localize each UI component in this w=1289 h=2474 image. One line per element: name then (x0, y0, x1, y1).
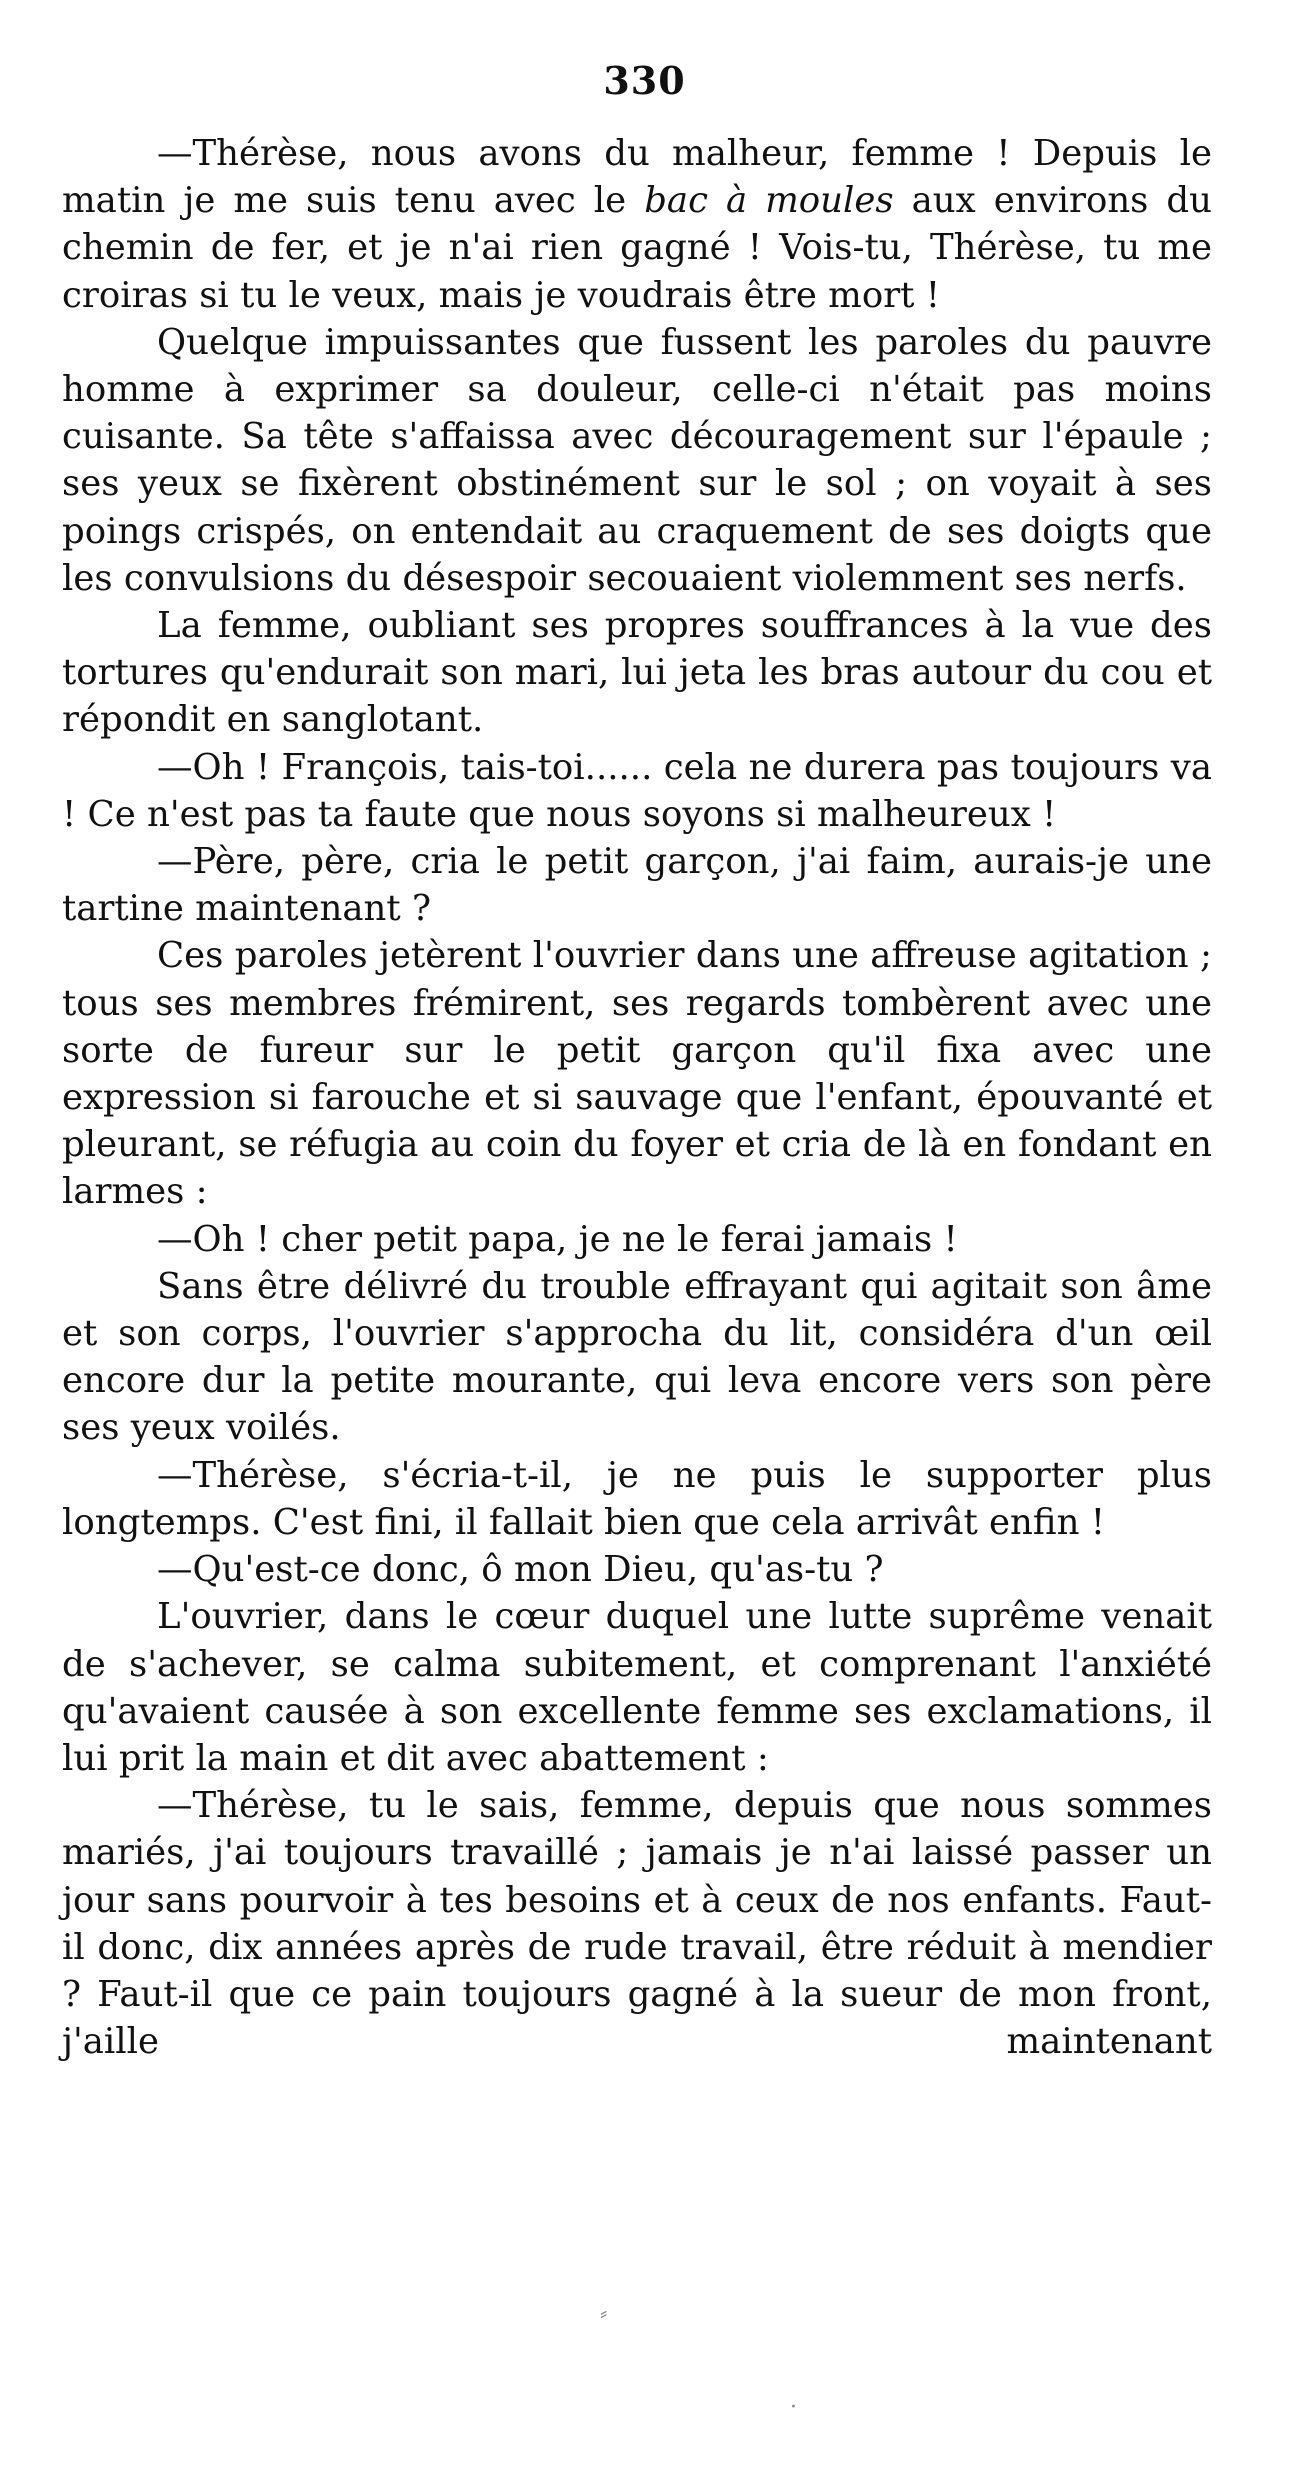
body-text (62, 130, 1212, 2065)
paragraph-11: L'ouvrier, dans le cœur duquel une lutte suprême venait de s'achever, se calma subitement, et comprenant l'anxiété qu'avaient causée à son excellente femme ses exclamations, il lui prit la main et dit avec abattement : (62, 1596, 1212, 1779)
paragraph-4: —Oh ! François, tais-toi...... cela ne durera pas toujours va ! Ce n'est pas ta faute que nous soyons si malheureux ! (62, 746, 1212, 835)
paragraph-6: Ces paroles jetèrent l'ouvrier dans une affreuse agitation ; tous ses membres frémirent, ses regards tombèrent avec une sorte de fureur sur le petit garçon qu'il fixa avec une expression si farouche et si sauvage que l'enfant, épouvanté et pleurant, se réfugia au coin du foyer et cria de là en fondant en larmes : (62, 935, 1212, 1213)
scan-speck-mark: ⸗ (600, 2301, 608, 2326)
paragraph-9: —Thérèse, s'écria-t-il, je ne puis le supporter plus longtemps. C'est fini, il fallait bien que cela arrivât enfin ! (62, 1454, 1212, 1543)
paragraph-1 (62, 130, 1212, 319)
paragraph-7: —Oh ! cher petit papa, je ne le ferai jamais ! (157, 1218, 958, 1260)
paragraph-1-text-before: —Thérèse, nous avons du malheur, femme ! Depuis le matin je me suis tenu avec le (62, 133, 1212, 222)
paragraph-8: Sans être délivré du trouble effrayant qui agitait son âme et son corps, l'ouvrier s'approcha du lit, considéra d'un œil encore dur la petite mourante, qui leva encore vers son père ses yeux voilés. (62, 1265, 1212, 1449)
page-number: 330 (603, 58, 686, 103)
scan-speck-dot: · (790, 2395, 797, 2420)
paragraph-3: La femme, oubliant ses propres souffrances à la vue des tortures qu'endurait son mari, lui jeta les bras autour du cou et répondit en sanglotant. (62, 605, 1212, 741)
paragraph-10: —Qu'est-ce donc, ô mon Dieu, qu'as-tu ? (157, 1549, 884, 1591)
paragraph-1-italic-term: bac à moules (644, 180, 894, 222)
paragraph-1-text-after: aux environs du chemin de fer, et je n'ai rien gagné ! Vois-tu, Thérèse, tu me croiras si tu le veux, mais je voudrais être mort ! (62, 180, 1212, 316)
paragraph-5: —Père, père, cria le petit garçon, j'ai faim, aurais-je une tartine maintenant ? (62, 841, 1212, 930)
paragraph-12: —Thérèse, tu le sais, femme, depuis que nous sommes mariés, j'ai toujours travaillé ; jamais je n'ai laissé passer un jour sans pourvoir à tes besoins et à ceux de nos enfants. Faut-il donc, dix années après de rude travail, être réduit à mendier ? Faut-il que ce pain toujours gagné à la sueur de mon front, j'aille maintenant (62, 1785, 1212, 2063)
paragraph-2: Quelque impuissantes que fussent les paroles du pauvre homme à exprimer sa douleur, celle-ci n'était pas moins cuisante. Sa tête s'affaissa avec découragement sur l'épaule ; ses yeux se fixèrent obstinément sur le sol ; on voyait à ses poings crispés, on entendait au craquement de ses doigts que les convulsions du désespoir secouaient violemment ses nerfs. (62, 321, 1212, 599)
